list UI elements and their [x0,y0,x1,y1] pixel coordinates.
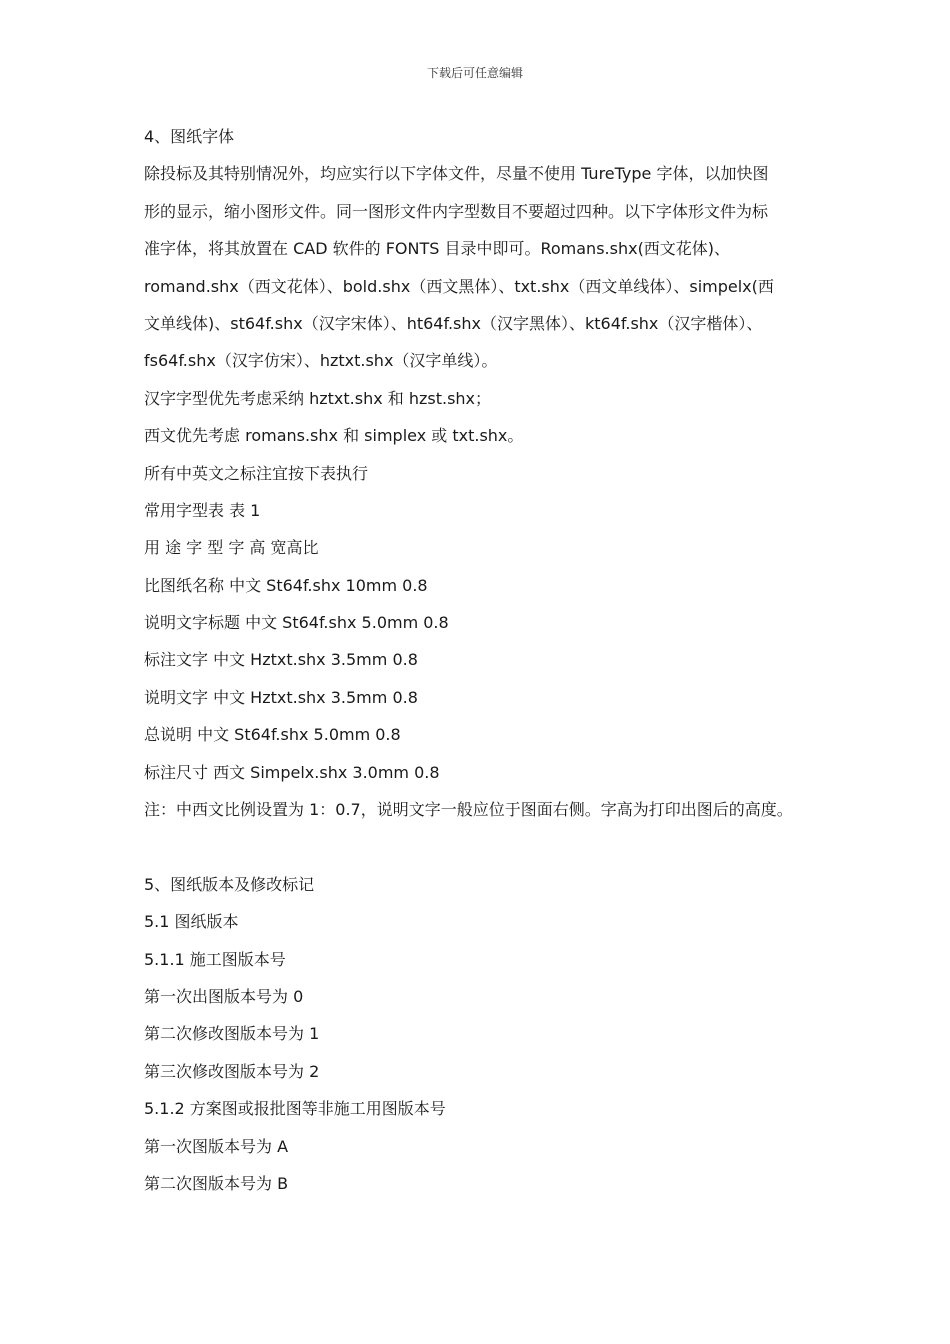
chinese-font-preference: 汉字字型优先考虑采纳 hztxt.shx 和 hzst.shx； [144,388,492,408]
table-row: 说明文字标题 中文 St64f.shx 5.0mm 0.8 [144,613,449,633]
page-header: 下载后可任意编辑 [426,66,523,80]
table-row: 比图纸名称 中文 St64f.shx 10mm 0.8 [144,575,428,595]
section-spacer [144,832,834,869]
table-row: 标注文字 中文 Hztxt.shx 3.5mm 0.8 [144,650,418,670]
list-item: 第二次修改图版本号为 1 [144,1024,320,1044]
paragraph-line: fs64f.shx（汉字仿宋）、hztxt.shx（汉字单线）。 [144,351,498,371]
paragraph-line: 文单线体)、st64f.shx（汉字宋体）、ht64f.shx（汉字黑体）、kt64f.shx（汉字楷体）、 [144,313,763,333]
construction-version-list [144,982,834,1094]
section-4-title: 4、图纸字体 [144,127,235,146]
table-header-row: 用 途 字 型 字 高 宽高比 [144,538,319,558]
scheme-version-list [144,1132,834,1207]
paragraph-line: 准字体，将其放置在 CAD 软件的 FONTS 目录中即可。Romans.shx(西文花体)、 [144,239,731,259]
list-item: 第二次图版本号为 B [144,1173,289,1193]
font-table [144,571,834,795]
table-intro: 所有中英文之标注宜按下表执行 [144,463,369,483]
document-body [144,122,834,1206]
table-row: 说明文字 中文 Hztxt.shx 3.5mm 0.8 [144,687,418,707]
list-item: 第一次出图版本号为 0 [144,986,304,1006]
section-5-title: 5、图纸版本及修改标记 [144,874,315,894]
table-note: 注：中西文比例设置为 1：0.7，说明文字一般应位于图面右侧。字高为打印出图后的高度。 [144,800,793,820]
list-item: 第三次修改图版本号为 2 [144,1061,320,1081]
western-font-preference: 西文优先考虑 romans.shx 和 simplex 或 txt.shx。 [144,426,524,446]
table-row: 总说明 中文 St64f.shx 5.0mm 0.8 [144,725,401,745]
subsection-5-1-2-title: 5.1.2 方案图或报批图等非施工用图版本号 [144,1099,446,1119]
paragraph-line: 除投标及其特别情况外，均应实行以下字体文件，尽量不使用 TureType 字体，以加快图 [144,164,769,184]
paragraph-line: 形的显示，缩小图形文件。同一图形文件内字型数目不要超过四种。以下字体形文件为标 [144,201,769,221]
list-item: 第一次图版本号为 A [144,1136,289,1156]
table-title: 常用字型表 表 1 [144,500,261,520]
section-4-paragraph [144,159,834,383]
paragraph-line: romand.shx（西文花体）、bold.shx（西文黑体）、txt.shx（西文单线体）、simpelx(西 [144,276,774,296]
subsection-5-1-title: 5.1 图纸版本 [144,912,239,932]
subsection-5-1-1-title: 5.1.1 施工图版本号 [144,949,286,969]
table-row: 标注尺寸 西文 Simpelx.shx 3.0mm 0.8 [144,762,440,782]
